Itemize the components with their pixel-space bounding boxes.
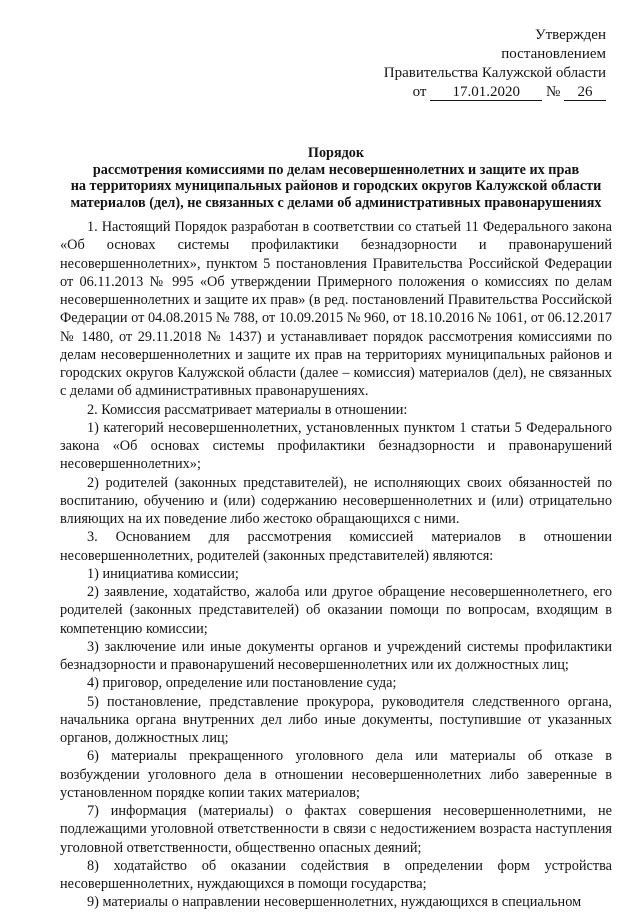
paragraph-3-item-1: 1) инициатива комиссии; (87, 565, 239, 582)
title-line-1: Порядок (307, 145, 365, 161)
paragraph-3-item-8: 8) ходатайство об оказании содействия в определении форм устройства несовершеннолетних, нуждающихся в помощи государства; (60, 857, 612, 892)
title-line-2: рассмотрения комиссиями по делам несовершеннолетних и защите их прав (92, 161, 580, 178)
number-label: № (545, 84, 561, 100)
approval-line-government: Правительства Калужской области (383, 65, 606, 81)
paragraph-3-item-2: 2) заявление, ходатайство, жалоба или другое обращение несовершеннолетнего, его родителей (законных представителей) об оказании помощи по вопросам, входящим в компетенцию комиссии; (60, 584, 612, 637)
title-line-4: материалов (дел), не связанных с делами об административных правонарушениях (70, 194, 602, 211)
title-line-3: на территориях муниципальных районов и городских округов Калужской области (70, 178, 602, 194)
paragraph-3-item-7: 7) информация (материалы) о фактах совершения несовершеннолетними, не подлежащими уголовной ответственности в связи с недостижением возраста наступления уголовной ответственности, общественно опасных деяний; (60, 803, 612, 856)
document-body (60, 218, 612, 912)
paragraph-2-item-1: 1) категорий несовершеннолетних, установленных пунктом 1 статьи 5 Федерального закона «Об основах системы профилактики безнадзорности и правонарушений несовершеннолетних»; (60, 419, 612, 473)
paragraph-1: 1. Настоящий Порядок разработан в соответствии со статьей 11 Федерального закона «Об основах системы профилактики безнадзорности и правонарушений несовершеннолетних», пунктом 5 постановления Правительства Российской Федерации от 06.11.2013 № 995 «Об утверждении Примерного положения о комиссиях по делам несовершеннолетних и защите их прав» (в ред. постановлений Правительства Российской Федерации от 04.08.2015 № 788, от 10.09.2015 № 960, от 18.10.2016 № 1061, от 06.12.2017 № 1480, от 29.11.2018 № 1437) и устанавливает порядок рассмотрения комиссиями по делам несовершеннолетних и защите их прав на территориях муниципальных районов и городских округов Калужской области (далее – комиссия) материалов (дел), не связанных с делами об административных правонарушениях. (60, 219, 612, 400)
approval-number: 26 (564, 84, 606, 101)
paragraph-3-item-6: 6) материалы прекращенного уголовного дела или материалы об отказе в возбуждении уголовного дела в отношении несовершеннолетних либо заверенные в установленном порядке копии таких материалов; (60, 748, 612, 801)
paragraph-3-item-3: 3) заключение или иные документы органов и учреждений системы профилактики безнадзорности и правонарушений несовершеннолетних или их должностных лиц; (60, 638, 612, 673)
paragraph-3-item-4: 4) приговор, определение или постановление суда; (87, 675, 397, 692)
from-label: от (412, 84, 427, 100)
paragraph-2: 2. Комиссия рассматривает материалы в отношении: (87, 401, 408, 418)
approval-date: 17.01.2020 (430, 84, 542, 101)
approval-block (384, 26, 606, 102)
approval-line-resolution: постановлением (501, 46, 606, 62)
paragraph-3-item-5: 5) постановление, представление прокурора, руководителя следственного органа, начальника органа внутренних дел либо иные документы, поступившие от указанных органов, должностных лиц; (60, 693, 612, 746)
document-title (60, 145, 612, 211)
approval-line-approved: Утвержден (534, 27, 606, 43)
approval-date-line (384, 83, 606, 102)
paragraph-2-item-2: 2) родителей (законных представителей), не исполняющих своих обязанностей по воспитанию, обучению и (или) содержанию несовершеннолетних и (или) отрицательно влияющих на их поведение либо жестоко обращающихся с ними. (60, 474, 612, 527)
paragraph-3-item-9: 9) материалы о направлении несовершеннолетних, нуждающихся в специальном (87, 894, 582, 911)
paragraph-3: 3. Основанием для рассмотрения комиссией материалов в отношении несовершеннолетних, родителей (законных представителей) являются: (60, 529, 612, 564)
